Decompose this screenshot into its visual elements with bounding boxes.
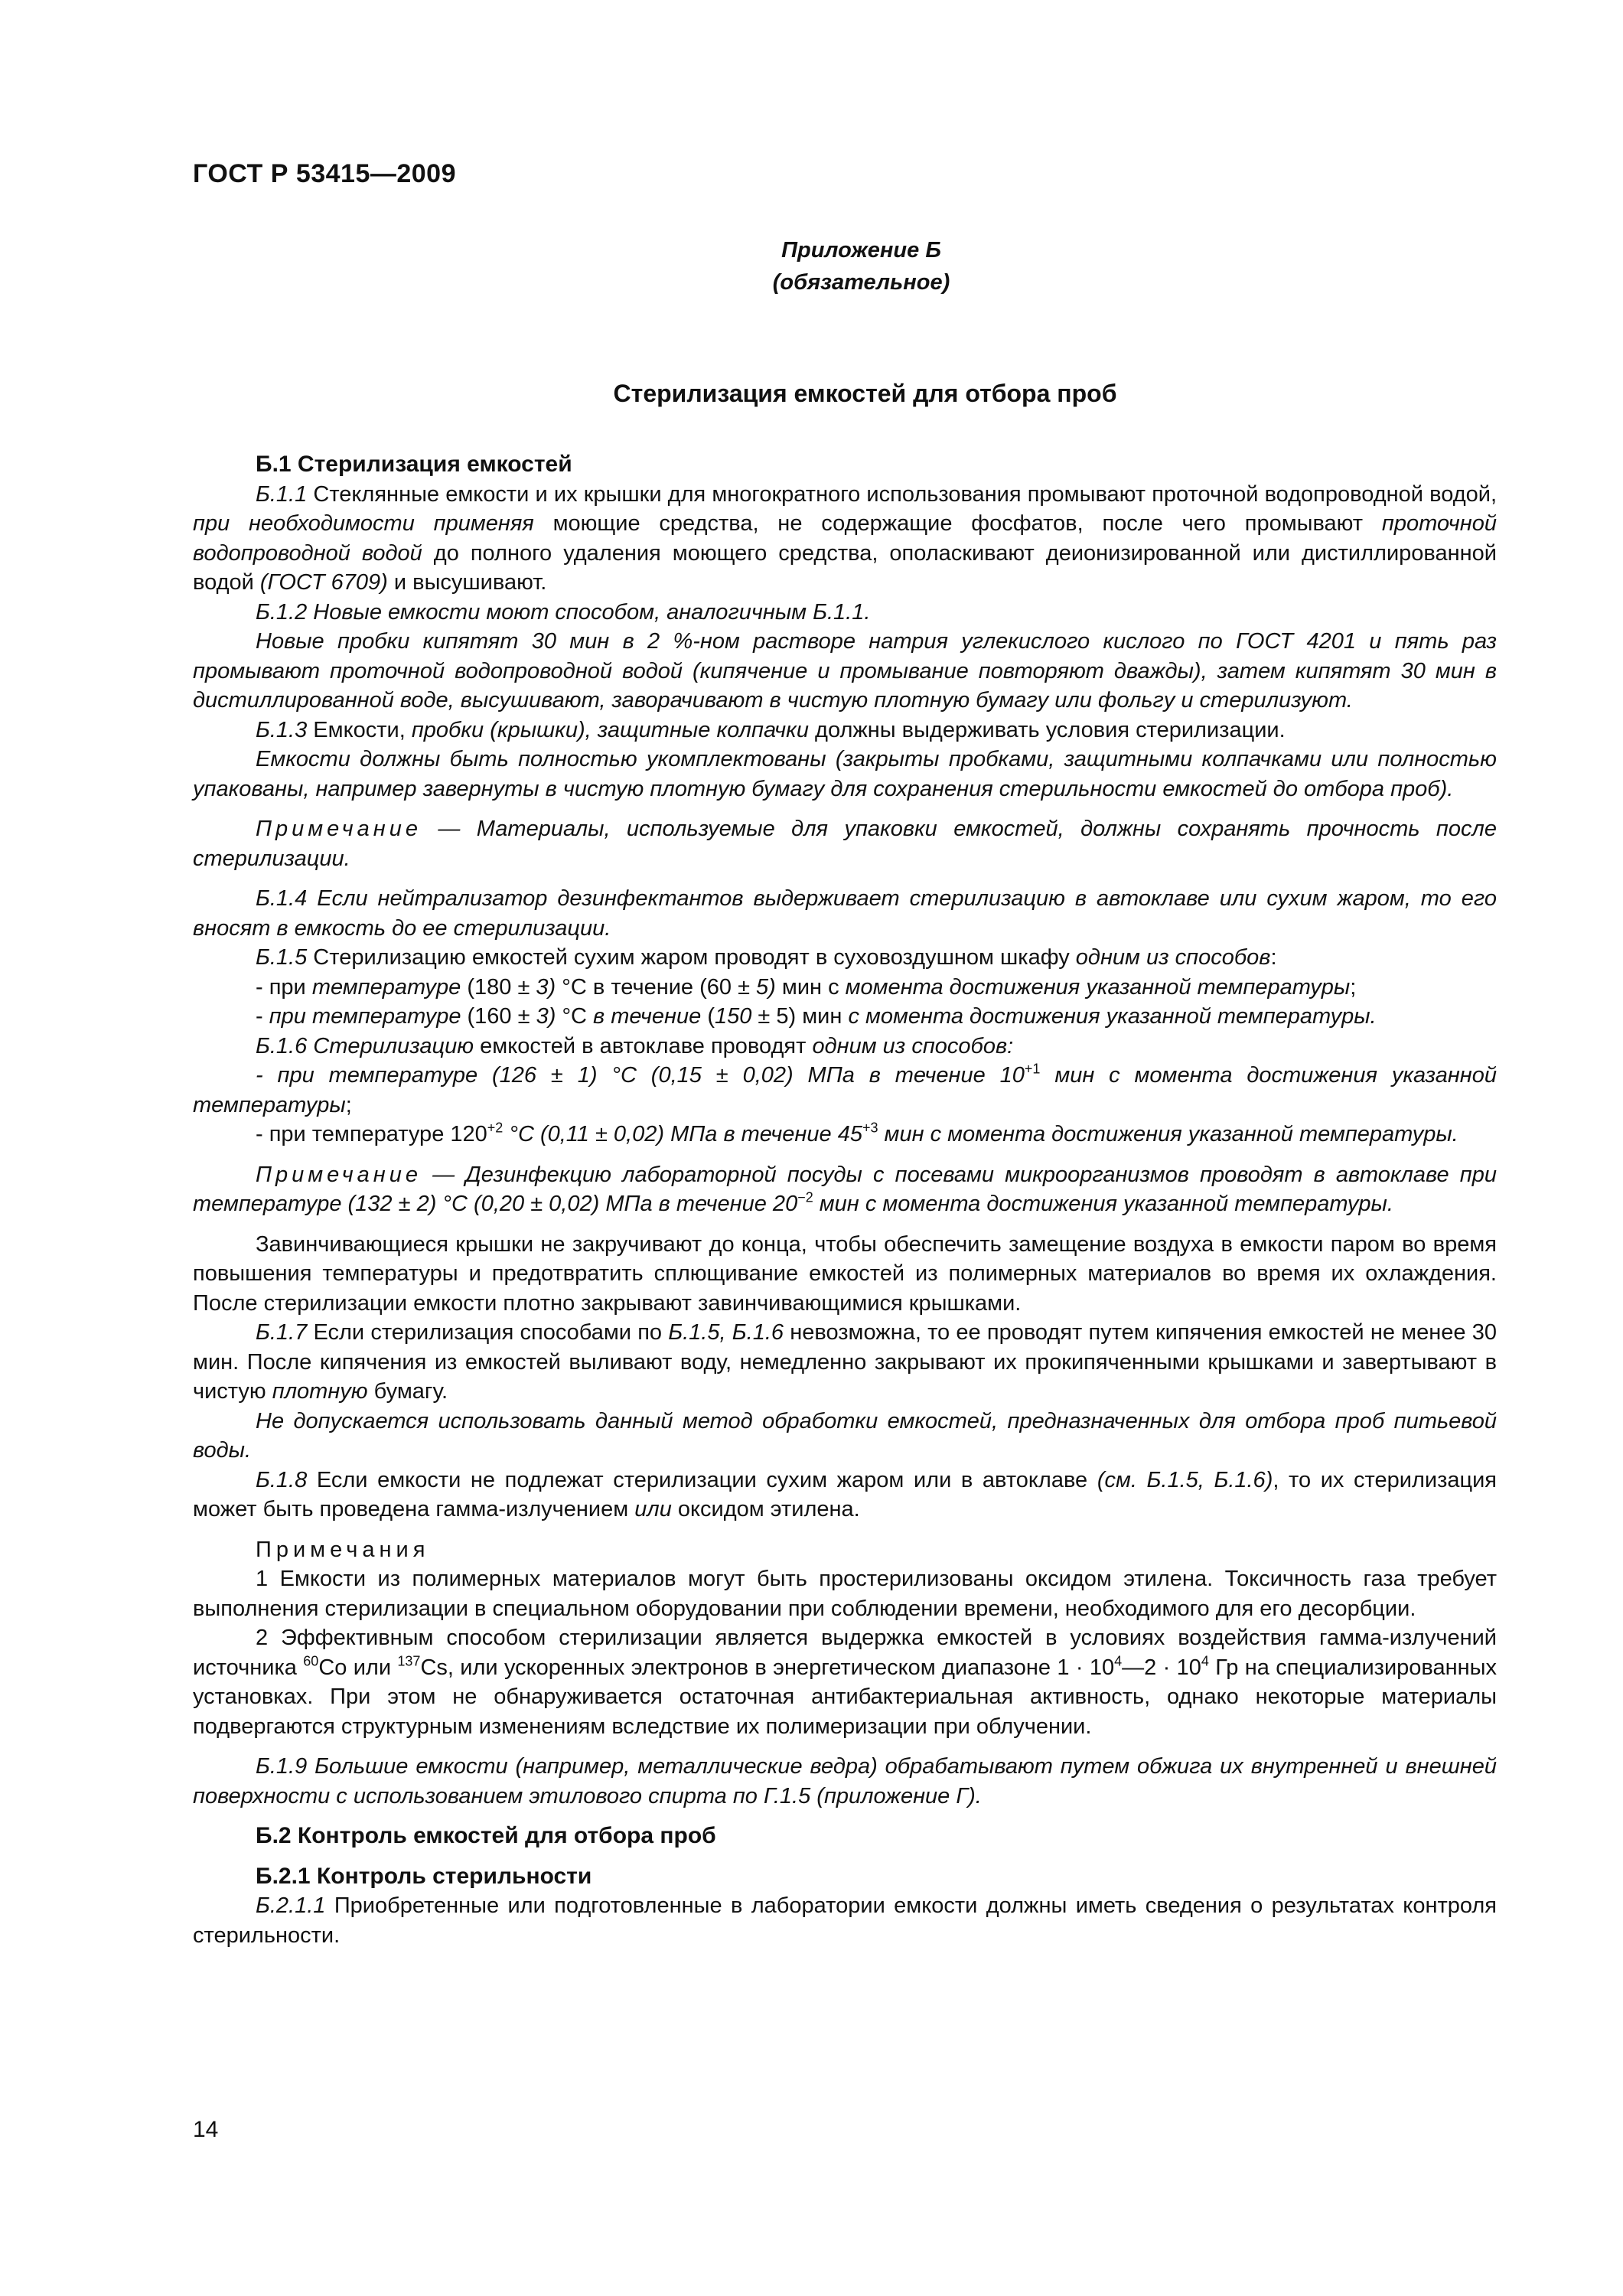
paragraph-b-1-1: Б.1.1 Стеклянные емкости и их крышки для многократного использования промывают проточной водопроводной водой, при необходимости применяя моющие средства, не содержащие фосфатов, после чего промывают проточной водопроводной водой до полного удаления моющего средства, ополаскивают деионизированной или дистиллированной водой (ГОСТ 6709) и высушивают. xyxy=(193,481,1497,595)
appendix-title: Стерилизация емкостей для отбора проб xyxy=(613,380,1117,407)
paragraph-b-1-3-packaging: Емкости должны быть полностью укомплектованы (закрыты пробками, защитными колпачками или полностью упакованы, например завернуты в чистую плотную бумагу для сохранения стерильности емкостей до отбора проб). xyxy=(193,747,1497,801)
page-number: 14 xyxy=(193,2117,219,2142)
section-heading-b2: Б.2 Контроль емкостей для отбора проб xyxy=(256,1823,716,1848)
document-number-header: ГОСТ Р 53415—2009 xyxy=(193,159,457,188)
note-packaging: Примечание — Материалы, используемые для упаковки емкостей, должны сохранять прочность после стерилизации. xyxy=(193,817,1497,871)
note-disinfection: Примечание — Дезинфекцию лабораторной посуды с посевами микроорганизмов проводят в автоклаве при температуре (132 ± 2) °С (0,20 ± 0,02) МПа в течение $20^{-2}$ мин с момента достижения указанной температуры. xyxy=(193,1162,1497,1216)
appendix-heading xyxy=(0,234,1623,298)
paragraph-b-1-6: Б.1.6 Стерилизацию емкостей в автоклаве проводят одним из способов: xyxy=(256,1033,1014,1058)
paragraph-b-1-2: Б.1.2 Новые емкости моют способом, аналогичным Б.1.1. xyxy=(256,599,871,625)
appendix-label: Приложение Б xyxy=(781,238,941,263)
paragraph-b-1-5: Б.1.5 Стерилизацию емкостей сухим жаром проводят в суховоздушном шкафу одним из способов: xyxy=(256,945,1277,970)
appendix-status: (обязательное) xyxy=(772,270,950,295)
paragraph-b-1-7-restriction: Не допускается использовать данный метод обработки емкостей, предназначенных для отбора проб питьевой воды. xyxy=(193,1408,1497,1463)
note-2-irradiation: 2 Эффективным способом стерилизации является выдержка емкостей в условиях воздействия гамма-излучений источника $^{60}$Со или $^{137}$Cs, или ускоренных электронов в энергетическом диапазоне $1 \cdot 10^4—2 \cdot 10^4$ Гр на специализированных установках. При этом не обнаруживается остаточная антибактериальная активность, однако некоторые материалы подвергаются структурным изменениям вследствие их полимеризации при облучении. xyxy=(193,1626,1497,1739)
dry-heat-method-2: - при температуре (160 ± 3) °С в течение (150 ± 5) мин с момента достижения указанной температуры. xyxy=(256,1004,1377,1029)
paragraph-b-1-4: Б.1.4 Если нейтрализатор дезинфектантов выдерживает стерилизацию в автоклаве или сухим жаром, то его вносят в емкость до ее стерилизации. xyxy=(193,886,1497,941)
dry-heat-method-1: - при температуре (180 ± 3) °С в течение (60 ± 5) мин с момента достижения указанной температуры; xyxy=(256,974,1357,1000)
paragraph-b-1-9: Б.1.9 Большие емкости (например, металлические ведра) обрабатывают путем обжига их внутренней и внешней поверхности с использованием этилового спирта по Г.1.5 (приложение Г). xyxy=(193,1754,1497,1808)
paragraph-screw-caps: Завинчивающиеся крышки не закручивают до конца, чтобы обеспечить замещение воздуха в емкости паром во время повышения температуры и предотвратить сплющивание емкостей из полимерных материалов во время их охлаждения. После стерилизации емкости плотно закрывают завинчивающимися крышками. xyxy=(193,1231,1497,1316)
paragraph-b-1-8: Б.1.8 Если емкости не подлежат стерилизации сухим жаром или в автоклаве (см. Б.1.5, Б.1.6), то их стерилизация может быть проведена гамма-излучением или оксидом этилена. xyxy=(193,1467,1498,1521)
section-heading-b1: Б.1 Стерилизация емкостей xyxy=(256,452,572,477)
notes-heading: Примечания xyxy=(256,1537,430,1562)
section-heading-b2-1: Б.2.1 Контроль стерильности xyxy=(256,1863,592,1889)
autoclave-method-2: - при температуре $120^{+2}$ °С (0,11 ± 0,02) МПа в течение $45^{+3}$ мин с момента достижения указанной температуры. xyxy=(256,1120,1458,1146)
paragraph-b-1-3: Б.1.3 Емкости, пробки (крышки), защитные колпачки должны выдерживать условия стерилизации. xyxy=(256,717,1286,742)
paragraph-b-2-1-1: Б.2.1.1 Приобретенные или подготовленные в лаборатории емкости должны иметь сведения о результатах контроля стерильности. xyxy=(193,1893,1497,1948)
document-body xyxy=(193,450,1497,1950)
paragraph-b-1-2-stoppers: Новые пробки кипятят 30 мин в 2 %-ном растворе натрия углекислого кислого по ГОСТ 4201 и пять раз промывают проточной водопроводной водой (кипячение и промывание повторяют дважды), затем кипятят 30 мин в дистиллированной воде, высушивают, заворачивают в чистую плотную бумагу или фольгу и стерилизуют. xyxy=(193,629,1497,713)
note-1-ethylene-oxide: 1 Емкости из полимерных материалов могут быть простерилизованы оксидом этилена. Токсичность газа требует выполнения стерилизации в специальном оборудовании при соблюдении времени, необходимого для его десорбции. xyxy=(193,1567,1497,1621)
paragraph-b-1-7: Б.1.7 Если стерилизация способами по Б.1.5, Б.1.6 невозможна, то ее проводят путем кипячения емкостей не менее 30 мин. После кипячения из емкостей выливают воду, немедленно закрывают их прокипяченными крышками и завертывают в чистую плотную бумагу. xyxy=(193,1320,1497,1404)
autoclave-method-1: - при температуре (126 ± 1) °С (0,15 ± 0,02) МПа в течение $10^{+1}$ мин с момента достижения указанной температуры; xyxy=(193,1061,1497,1117)
